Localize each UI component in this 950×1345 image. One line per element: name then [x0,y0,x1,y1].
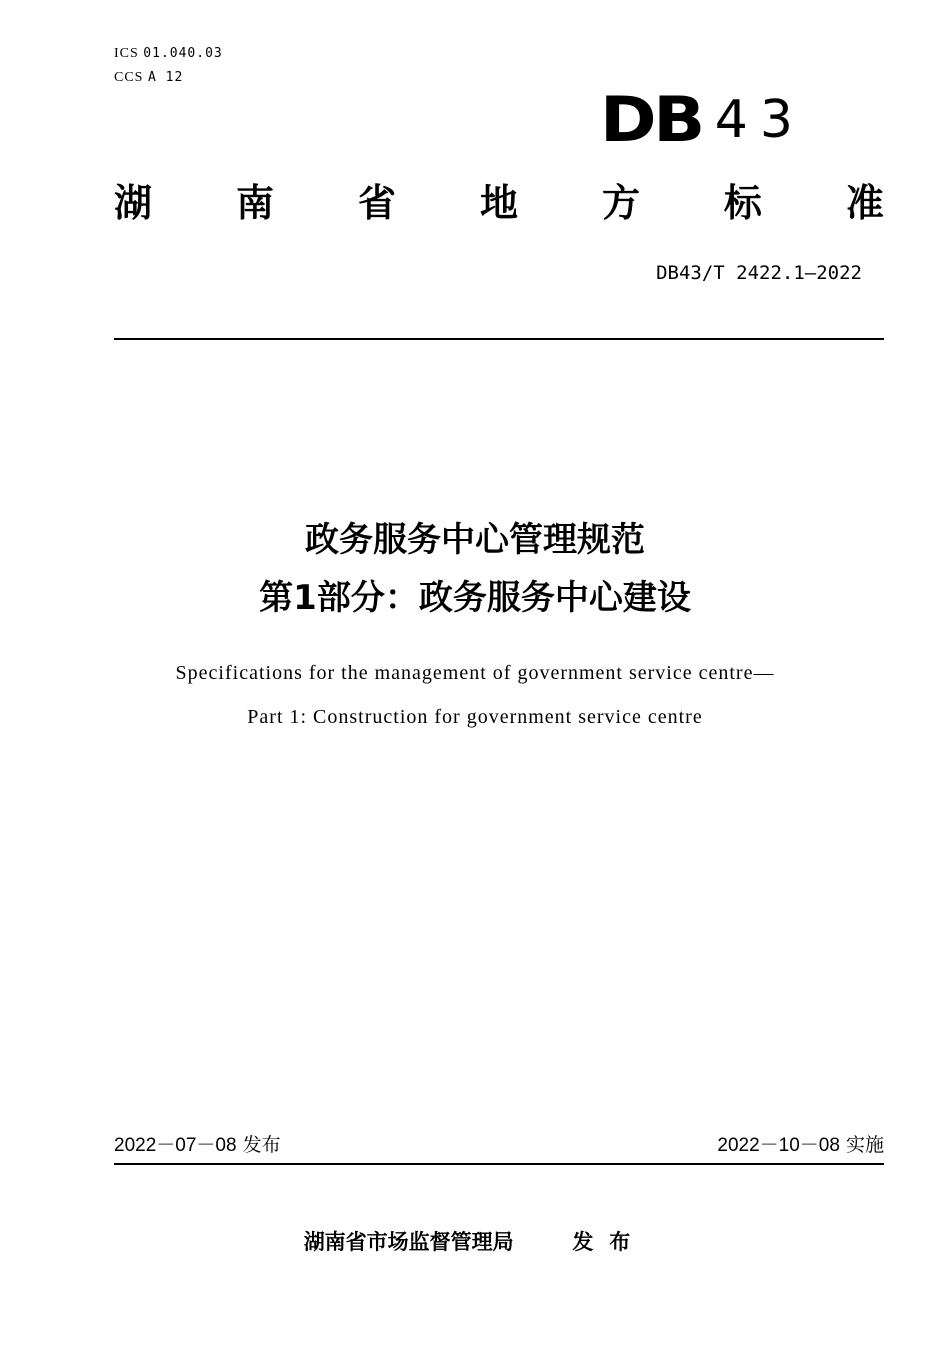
standard-type-char: 省 [357,181,396,225]
implement-label: 实施 [845,1134,884,1156]
footer-divider [114,1163,884,1165]
implement-date: 2022－10－08 [717,1135,840,1156]
standard-type-char: 地 [479,181,518,225]
standard-type-char: 标 [723,181,762,225]
ccs-value: A 12 [147,70,184,85]
issue-date-block [114,1132,281,1159]
ccs-code [114,70,183,86]
db-province-number: 43 [714,90,805,150]
standard-number: DB43/T 2422.1—2022 [656,262,862,284]
title-en-line1: Specifications for the management of government service centre— [175,662,775,684]
standard-type-char: 湖 [114,181,153,225]
title-en-line2: Part 1: Construction for government service centre [247,706,703,728]
issuer-name: 湖南省市场监督管理局 [303,1230,514,1254]
issue-label: 发布 [242,1134,281,1156]
ccs-label: CCS [114,70,144,85]
standard-type-char: 南 [235,181,274,225]
db-logo: DB [600,83,703,156]
implement-date-block [717,1132,884,1159]
title-zh-line2: 第1部分：政务服务中心建设 [259,578,691,618]
issuer-line [0,1228,950,1256]
ics-label: ICS [114,46,139,61]
standard-type-char: 准 [845,181,884,225]
db-mark [600,83,805,156]
title-zh-line1: 政务服务中心管理规范 [305,520,645,560]
ics-value: 01.040.03 [143,46,223,61]
header-divider [114,338,884,340]
ics-code [114,46,223,62]
issue-date: 2022－07－08 [114,1135,237,1156]
standard-type-char: 方 [601,181,640,225]
standard-type-heading [114,178,884,228]
issuer-action: 发布 [572,1230,647,1254]
